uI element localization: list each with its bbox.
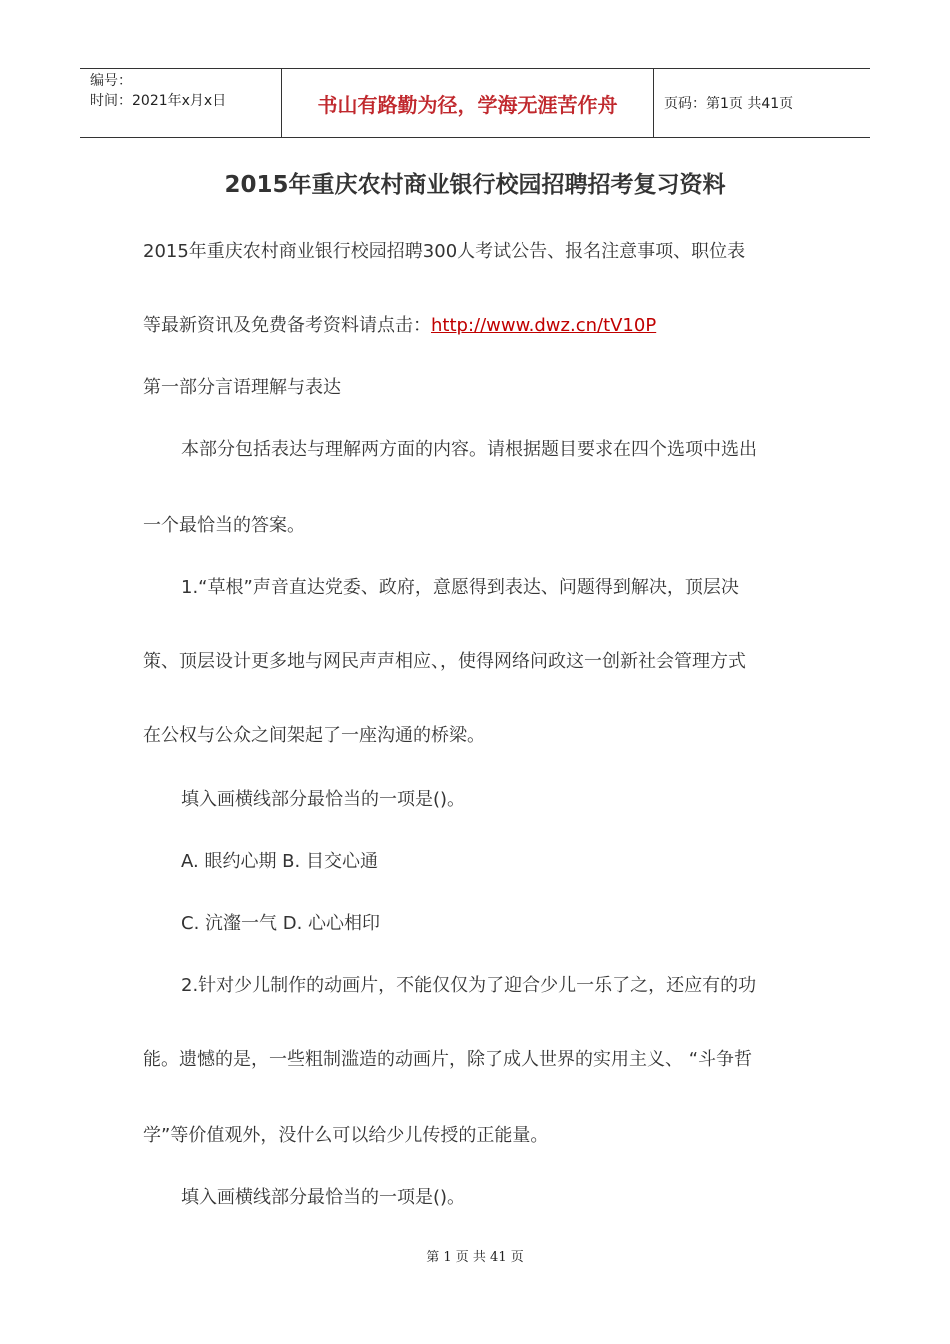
q2-line-2: 能。遗憾的是，一些粗制滥造的动画片，除了成人世界的实用主义、 “斗争哲 bbox=[143, 1049, 753, 1070]
intro-line-1: 2015年重庆农村商业银行校园招聘300人考试公告、报名注意事项、职位表 bbox=[143, 241, 746, 262]
intro-link[interactable]: http://www.dwz.cn/tV10P bbox=[431, 315, 657, 336]
q2-prompt: 填入画横线部分最恰当的一项是()。 bbox=[181, 1187, 466, 1208]
header-motto: 书山有路勤为径，学海无涯苦作舟 bbox=[281, 69, 654, 137]
instructions-line-1: 本部分包括表达与理解两方面的内容。请根据题目要求在四个选项中选出 bbox=[181, 439, 757, 460]
document-title: 2015年重庆农村商业银行校园招聘招考复习资料 bbox=[224, 172, 726, 198]
intro-line-2 bbox=[143, 314, 656, 338]
instructions-line-2: 一个最恰当的答案。 bbox=[143, 515, 305, 536]
page-footer: 第 1 页 共 41 页 bbox=[426, 1250, 524, 1265]
q1-line-3: 在公权与公众之间架起了一座沟通的桥梁。 bbox=[143, 725, 485, 746]
q2-line-1: 2.针对少儿制作的动画片，不能仅仅为了迎合少儿一乐了之，还应有的功 bbox=[181, 975, 757, 996]
q1-line-2: 策、顶层设计更多地与网民声声相应、，使得网络问政这一创新社会管理方式 bbox=[143, 651, 746, 672]
page-header bbox=[80, 68, 870, 138]
q1-options-ab: A. 眼约心期 B. 目交心通 bbox=[181, 851, 378, 872]
q2-line-3: 学”等价值观外，没什么可以给少儿传授的正能量。 bbox=[143, 1125, 549, 1146]
q1-prompt: 填入画横线部分最恰当的一项是()。 bbox=[181, 789, 466, 810]
section-heading: 第一部分言语理解与表达 bbox=[143, 377, 341, 398]
q1-options-cd: C. 沆瀣一气 D. 心心相印 bbox=[181, 913, 381, 934]
header-meta bbox=[80, 69, 281, 137]
intro-line-2-text: 等最新资讯及免费备考资料请点击： bbox=[143, 315, 431, 336]
time-label: 时间：2021年x月x日 bbox=[90, 93, 227, 109]
header-page-info: 页码：第1页 共41页 bbox=[664, 96, 794, 112]
number-label: 编号： bbox=[90, 73, 132, 89]
q1-line-1: 1.“草根”声音直达党委、政府，意愿得到表达、问题得到解决，顶层决 bbox=[181, 577, 739, 598]
